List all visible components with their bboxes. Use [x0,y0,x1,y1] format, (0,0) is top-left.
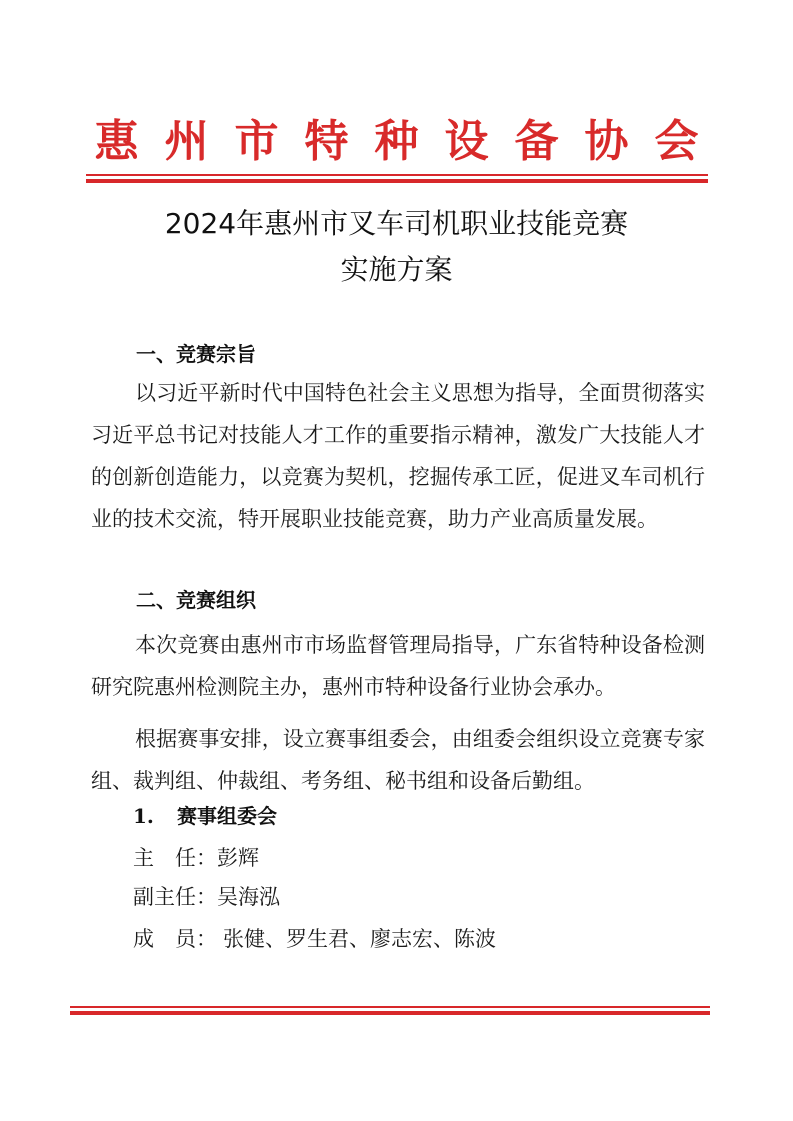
section-heading-purpose: 一、竞赛宗旨 [136,342,256,366]
document-title-line-1: 2024年惠州市叉车司机职业技能竞赛 [164,207,629,240]
section-paragraph-organizers: 本次竞赛由惠州市市场监督管理局指导，广东省特种设备检测研究院惠州检测院主办，惠州市特种设备行业协会承办。 [91,633,705,699]
committee-member-names: 吴海泓 [217,885,280,909]
section-paragraph-purpose: 以习近平新时代中国特色社会主义思想为指导，全面贯彻落实习近平总书记对技能人才工作的重要指示精神，激发广大技能人才的创新创造能力，以竞赛为契机，挖掘传承工匠，促进叉车司机行业的技术交流，特开展职业技能竞赛，助力产业高质量发展。 [91,381,705,531]
section-heading-organization: 二、竞赛组织 [136,588,256,612]
committee-member-names: 彭辉 [217,846,259,870]
footer-divider-thick [70,1011,710,1015]
letterhead-divider-thin [86,174,708,176]
committee-member-role: 主 任： [133,846,217,870]
committee-heading-label: 赛事组委会 [177,804,277,828]
committee-member-row [133,843,259,873]
committee-heading [133,801,277,831]
section-paragraph-committee-setup: 根据赛事安排，设立赛事组委会，由组委会组织设立竞赛专家组、裁判组、仲裁组、考务组、秘书组和设备后勤组。 [91,727,705,793]
document-title-line-2: 实施方案 [340,253,453,286]
committee-member-row [133,882,280,912]
letterhead-divider-thick [86,179,708,183]
footer-divider-thin [70,1006,710,1008]
committee-member-row [133,924,496,954]
committee-heading-number: 1. [133,804,154,828]
letterhead-org-name: 惠州市特种设备协会 [94,116,725,167]
committee-member-role: 副主任： [133,885,217,909]
committee-member-role: 成 员： [133,927,217,951]
committee-member-names: 张健、罗生君、廖志宏、陈波 [223,927,496,951]
